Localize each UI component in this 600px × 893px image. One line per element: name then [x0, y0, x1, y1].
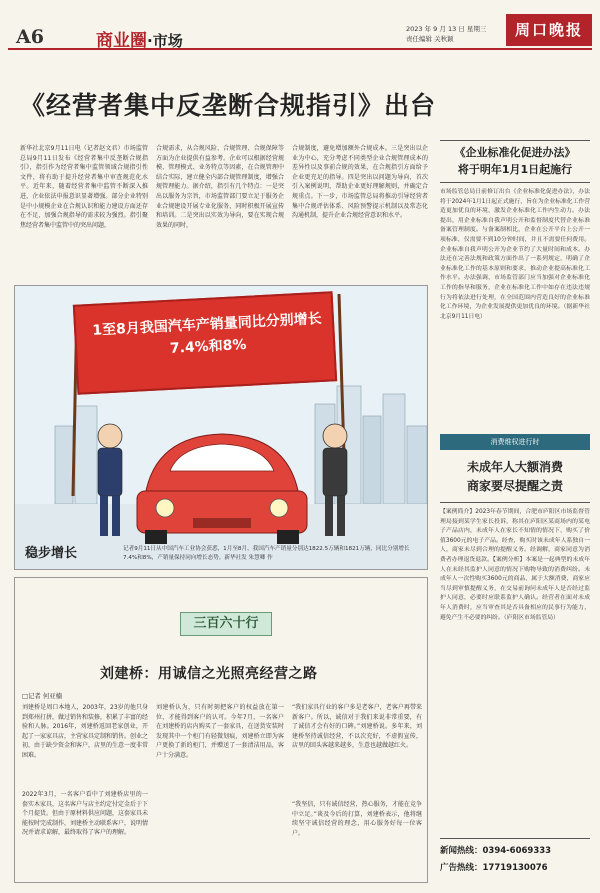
right-top-divider: [440, 182, 590, 183]
right-mid-title-line-2: 商家要尽提醒之责: [466, 479, 563, 493]
right-top-title-line-2: 将于明年1月1日起施行: [457, 163, 573, 176]
section-title: 商业圈: [96, 31, 147, 51]
lede-column-3: 合规制度，避免增加额外合规成本。三是突出以企业为中心，充分考虑不同类型企业合规管理成本的差异性以及事前合规的效果，在合规指引方面给予企业更充足的指导。四是突出以问题为导向，首次引入案例说明，帮助企业更好理解规则，并确定合规重点。下一步，市场监管总局将推动引导经营者集中合规评估体系、风险预警提示机制以及常态化沟通机制，提升企业合规经营意识和水平。: [292, 145, 428, 220]
lede-column-1: 新华社北京9月11日电（记者赵文君）市场监管总局9月11日发布《经营者集中反垄断合规指引》，指引作为经营者集中监管领域合规指引性文件，将有助于提升经营者集中审查规范化水平。近年来，随着经营者集中监管不断深入推进，企业依法申报意识显著增强。部分企业特别是中小规模企业在合规认识和能力建设方面还存在不足，加强合规指导的需求较为强烈。指引聚焦经营者集中监管中的突出问题，: [20, 145, 148, 229]
illustration-panel: [14, 285, 428, 570]
feature-paragraph: 刘建桥是周口本地人，2003年，23岁的他只身到郑州打拼，做过销售和装修，积累了丰富的经验和人脉。2016年，刘建桥返回老家创业，开起了一家家具店，主营家具定制和销售。创业之初，由于缺少资金和客户，店里的生意一度非常困难。: [22, 704, 148, 759]
feature-paragraph: “我坚信，只有诚信经营，热心服务，才能在竞争中立足。”谈及今后的打算，刘建桥表示，他将继续坚守诚信经营的理念，用心服务好每一位客户。: [292, 801, 422, 837]
ad-hotline: 广告热线：17719130076: [440, 863, 548, 873]
right-mid-divider: [440, 502, 590, 503]
page-number: A6: [16, 26, 44, 48]
right-top-headline: [440, 144, 590, 178]
right-top-rule: [440, 140, 590, 141]
section-subtitle: ·市场: [147, 32, 183, 50]
newspaper-logo: 周口晚报: [506, 14, 592, 46]
feature-byline: □记者 何亚楠: [22, 692, 63, 700]
right-mid-article: 【案例简介】2023年春节期间，合肥市庐阳区市场监督管理局接到某学生家长投诉，称其在庐阳区某商场内的某电子产品店内，未成年人在家长不知情的情况下，购买了价值3600元的电子产品。经查，购买时该未成年人系独自一人，商家未尽到合理的提醒义务。经调解，商家同意为消费者办理退货退款。【案例分析】本案是一起典型的未成年人在未经其监护人同意的情况下购物导致的消费纠纷。未成年人一次性购买3600元的商品，属于大额消费，商家应当尽到审慎提醒义务，在交易前询问未成年人是否经过监护人同意，必要时应联系监护人确认。经营者在面对未成年人消费时，应当审查其是否具备相应的民事行为能力，避免产生不必要的纠纷。（庐阳区市场监管局）: [440, 509, 590, 621]
feature-paragraph: “我们家具行业的客户多是老客户，老客户再带来新客户。所以，诚信对于我们来说非常重要，有了诚信才会有好的口碑。”刘建桥说。多年来，刘建桥坚持诚信经营，不以次充好，不虚假宣传，店里的回头客越来越多，生意也越做越红火。: [292, 704, 422, 750]
right-top-title-line-1: 《企业标准化促进办法》: [454, 146, 576, 159]
main-headline: 《经营者集中反垄断合规指引》出台: [20, 91, 437, 120]
news-hotline: 新闻热线：0394-6069333: [440, 846, 552, 856]
hotline-box: [440, 838, 590, 882]
illustration-caption: 记者9月11日从中国汽车工业协会获悉，1月至8月，我国汽车产销量分别达1822.5万辆和1821万辆，同比分别增长7.4%和8%，产销量保持同向增长态势。新华社发 朱慧卿 作: [123, 546, 410, 561]
column-ribbon: 消费维权进行时: [440, 434, 590, 450]
section-name: [96, 26, 183, 51]
column-tag: 三百六十行: [180, 612, 272, 636]
page-header: [8, 6, 592, 50]
issue-date: 2023 年 9 月 13 日 星期三: [406, 25, 487, 33]
banner-text: 1至8月我国汽车产销量同比分别增长7.4%和8%: [92, 310, 323, 357]
right-top-article: 市场监管总局日前修订出台《企业标准化促进办法》，办法将于2024年1月1日起正式施行，旨在为企业标准化工作营造更加优良的环境，激发企业标准化工作内生动力。办法提出，用企业标准自我声明公开和监督制度代替企业标准备案管理制度。与备案制相比，企业在公开平台上公开一项标准，仅需要不到10分钟时间，并且不需要任何费用。企业标准自我声明公开为企业节约了大量时间和成本。办法还在完善法规和政策方面作出了一系列规定，明确了企业标准化工作的基本原则和要求，推动企业提高标准化工作水平。办法强调，市场监管部门应当加强对企业标准化工作的指导和服务，企业在标准化工作中如存在违法违规行为将依法进行处理，在全国范围内营造良好的企业标准化工作环境，为企业发展提供更加优良的环境。（据新华社北京9月11日电）: [440, 189, 590, 320]
editor-credit: 责任编辑 关秋颖: [406, 35, 454, 43]
right-mid-headline: [440, 458, 590, 496]
feature-paragraph: 刘建桥认为，只有时刻把客户的权益放在第一位，才能得到客户的认可。今年7月，一名客户在刘建桥的店内购买了一套家具，在送货安装时发现其中一个柜门有轻微划痕，刘建桥立即为客户更换了新的柜门，并赠送了一套清洁用品，客户十分满意。: [156, 704, 284, 759]
sales-banner: [73, 291, 337, 394]
lede-column-2: 合规需求，从合规风险、合规管理、合规保障等方面为企业提供有益参考。企业可以根据经营规模、管理模式、业务特点等因素，在合规管理中结合实际，建立健全内部合规管理制度，增强合规管理能力。据介绍，指引有几个特点：一是突出以服务为宗旨，市场监管部门要立足于服务企业合规建设开展专业化服务，同时积极开展宣传和培训。二是突出以实效为导向，要在实现合规效果的同时，: [156, 145, 284, 229]
issue-meta: [406, 24, 486, 44]
feature-headline: 刘建桥：用诚信之光照亮经营之路: [100, 666, 318, 682]
feature-paragraph: 2022年3月，一名客户看中了刘建桥店里的一套实木家具，这名客户与店主约定付定金后于下个月提货。但由于原材料供应问题，这套家具未能按时完成制作，刘建桥主动联系客户，说明情况并请求谅解，最终取得了客户的理解。: [22, 791, 148, 837]
right-mid-title-line-1: 未成年人大额消费: [466, 460, 563, 474]
illustration-caption-title: 稳步增长: [25, 546, 78, 561]
